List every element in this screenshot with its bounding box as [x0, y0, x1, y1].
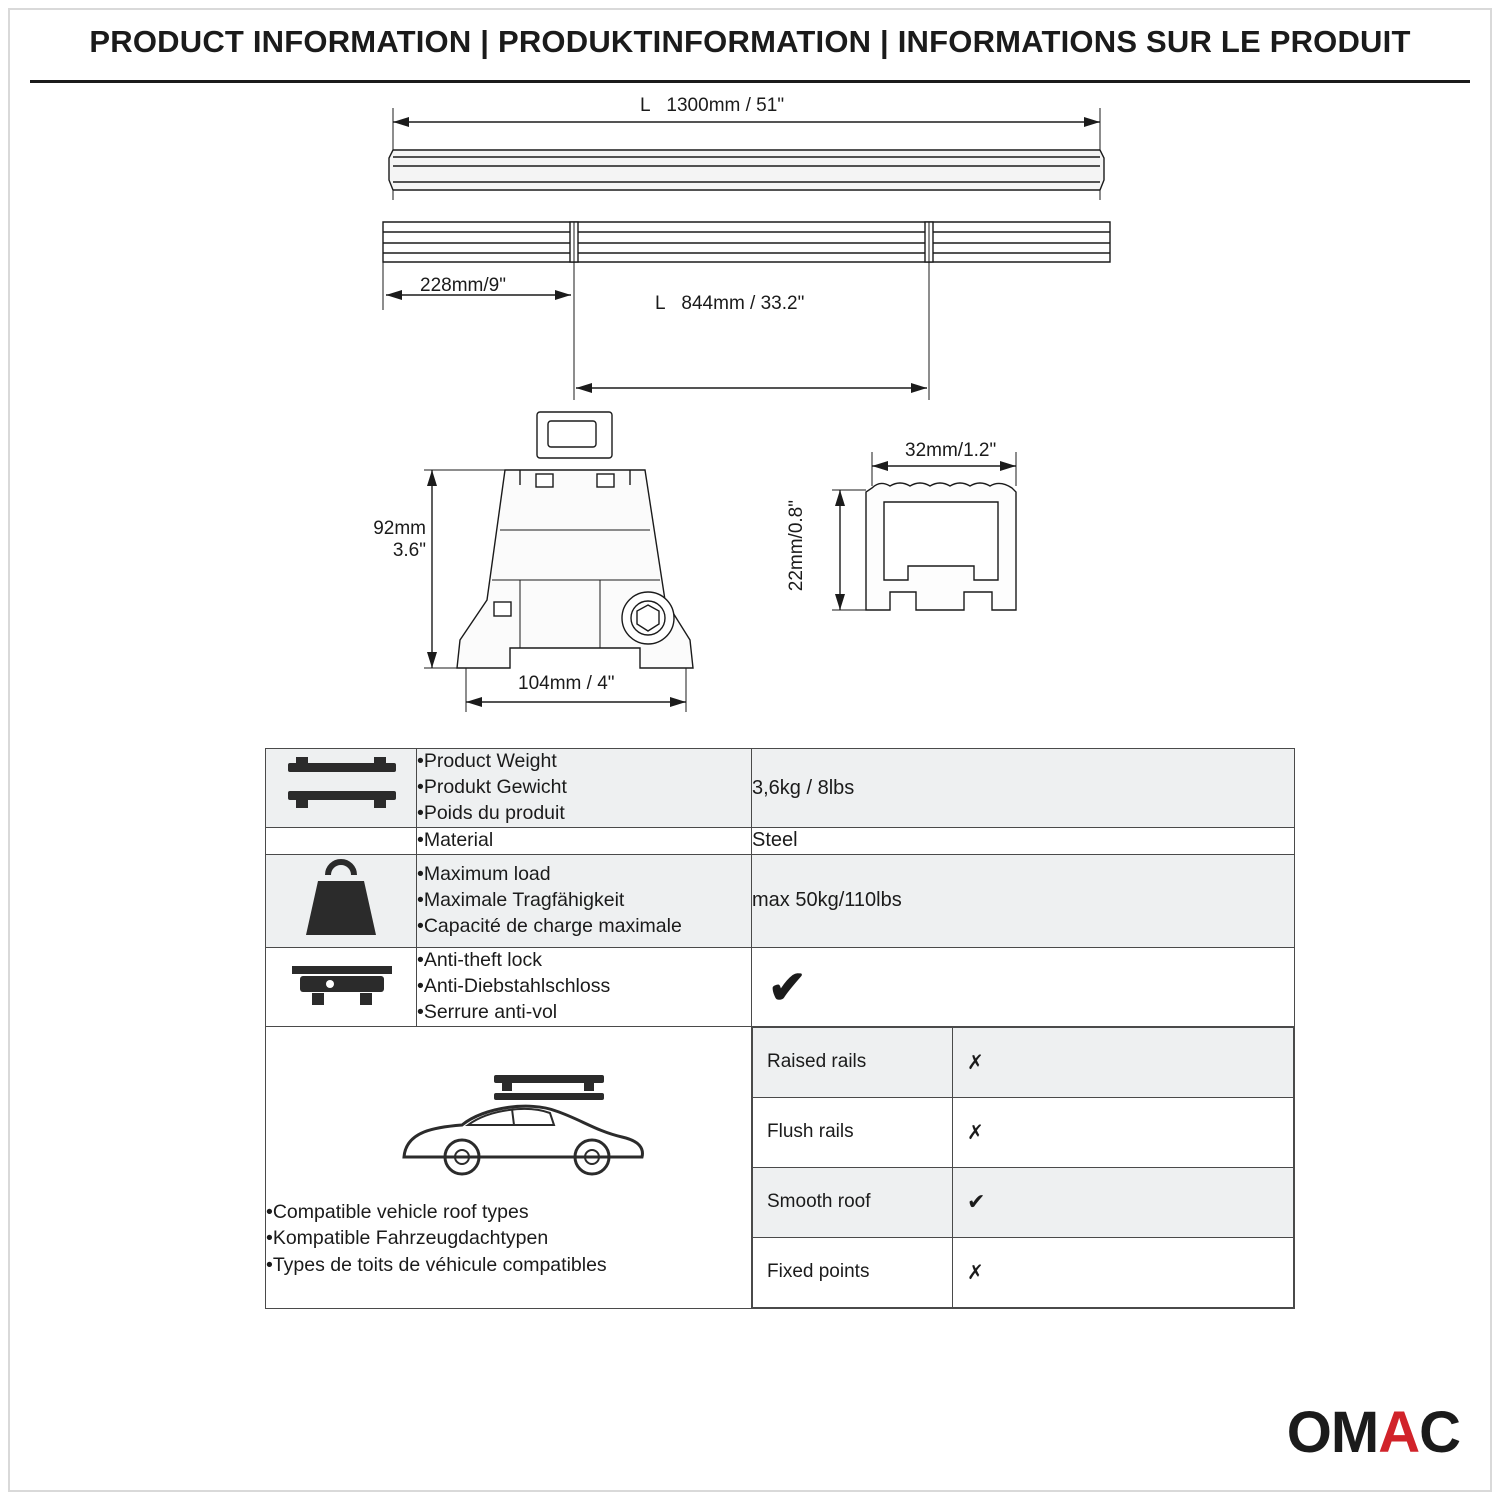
label-line: •Kompatible Fahrzeugdachtypen: [266, 1227, 549, 1250]
lock-icon: [266, 947, 417, 1026]
dim-foot-offset: 228mm/9": [420, 275, 506, 296]
label-line: •Serrure anti-vol: [417, 1000, 558, 1023]
label-line: •Compatible vehicle roof types: [266, 1200, 529, 1223]
check-mark-icon: ✔: [768, 960, 807, 1013]
roof-type-support: ✗: [953, 1097, 1294, 1167]
compatibility-options: [752, 1026, 1295, 1308]
antitheft-labels: [417, 947, 752, 1026]
omac-logo: [1287, 1399, 1460, 1466]
material-icon-empty: [266, 828, 417, 855]
logo-letter-m: M: [1330, 1400, 1379, 1465]
roof-type-row: [753, 1237, 1294, 1307]
roof-type-table: [752, 1027, 1294, 1308]
label-line: •Poids du produit: [417, 801, 565, 824]
logo-letter-c: C: [1419, 1400, 1460, 1465]
max-load-value: max 50kg/110lbs: [752, 854, 1295, 947]
specification-table: [265, 748, 1295, 1309]
dim-span-length: L 844mm / 33.2": [655, 293, 805, 314]
antitheft-value: [752, 947, 1295, 1026]
table-row: [266, 947, 1295, 1026]
weight-icon: [266, 854, 417, 947]
page-title: PRODUCT INFORMATION | PRODUKTINFORMATION | INFORMATIONS SUR LE PRODUIT: [89, 24, 1411, 59]
table-row: [266, 749, 1295, 828]
dim-foot-width: 104mm / 4": [518, 673, 615, 694]
label-line: •Maximale Tragfähigkeit: [417, 888, 625, 911]
label-line: •Capacité de charge maximale: [417, 914, 682, 937]
dim-foot-height: [338, 518, 426, 562]
dim-foot-height-line1: 92mm: [373, 518, 426, 539]
roof-type-support: ✗: [953, 1237, 1294, 1307]
dim-profile-width: 32mm/1.2": [905, 440, 997, 461]
car-with-rack-icon: [266, 1057, 751, 1193]
compatibility-info: [266, 1026, 752, 1308]
max-load-labels: [417, 854, 752, 947]
dim-profile-height: 22mm/0.8": [786, 500, 807, 592]
logo-letter-a: A: [1378, 1400, 1420, 1465]
material-labels: [417, 828, 752, 855]
table-row-compatibility: [266, 1026, 1295, 1308]
compatibility-labels: [266, 1199, 751, 1278]
table-row: [266, 828, 1295, 855]
label-line: •Types de toits de véhicule compatibles: [266, 1253, 607, 1276]
dim-bar-length: L 1300mm / 51": [640, 95, 785, 116]
roof-type-name: Raised rails: [753, 1027, 953, 1097]
logo-letter-o: O: [1286, 1400, 1331, 1465]
roof-type-row: [753, 1167, 1294, 1237]
label-line: •Material: [417, 829, 494, 851]
roof-type-row: [753, 1097, 1294, 1167]
label-line: •Product Weight: [417, 750, 557, 773]
roof-type-support: ✗: [953, 1027, 1294, 1097]
label-line: •Produkt Gewicht: [417, 776, 567, 799]
roof-type-support: ✔: [953, 1167, 1294, 1237]
label-line: •Maximum load: [417, 863, 551, 886]
title-divider: [30, 80, 1470, 83]
table-row: [266, 854, 1295, 947]
weight-value: 3,6kg / 8lbs: [752, 749, 1295, 828]
crossbars-icon: [266, 749, 417, 828]
dim-foot-height-line2: 3.6": [392, 540, 426, 561]
roof-type-row: [753, 1027, 1294, 1097]
label-line: •Anti-Diebstahlschloss: [417, 974, 611, 997]
weight-labels: [417, 749, 752, 828]
roof-type-name: Fixed points: [753, 1237, 953, 1307]
roof-type-name: Flush rails: [753, 1097, 953, 1167]
material-value: Steel: [752, 828, 1295, 855]
label-line: •Anti-theft lock: [417, 949, 542, 972]
roof-type-name: Smooth roof: [753, 1167, 953, 1237]
